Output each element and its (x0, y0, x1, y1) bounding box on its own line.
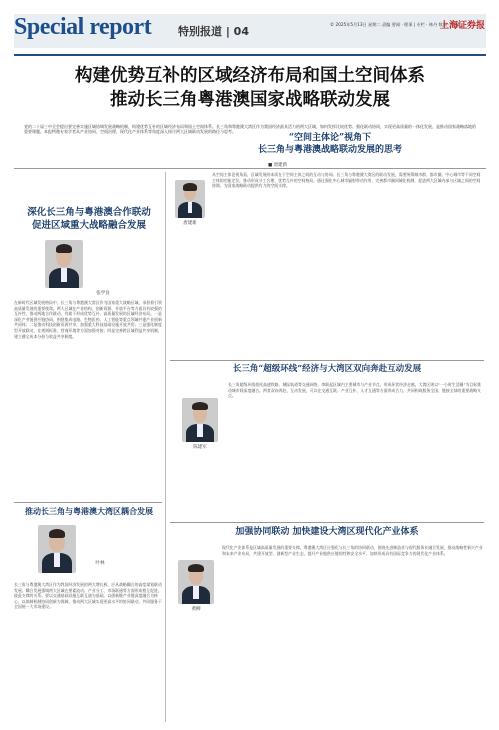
left-title-line-1: 深化长三角与粤港澳合作联动 (27, 207, 151, 218)
right-section-title (230, 132, 430, 156)
masthead-rule (14, 54, 486, 56)
left-body-text-2: 长三角与粤港澳大湾区作为我国经济发展的两大增长极，应从战略耦合的高度谋划联动发展。耦合发展强调两大区域在要素流动、产业分工、市场联通等方面形成相互促进、彼此支撑的关系。要以交通基础设施互联互通为基础，以创新链产业链深度融合为核心，以体制机制协同创新为保障，推动两大区域实现更高水平的协同联动，共同服务于全国统一大市场建设。 (14, 582, 162, 610)
left-section-rule (14, 502, 162, 503)
section-label: 特别报道 | 04 (178, 25, 249, 38)
left-section2-title: 推动长三角与粤港澳大湾区耦合发展 (25, 506, 153, 516)
author-name-5: 黄柳 (191, 607, 201, 612)
right-title-line-2: 长三角与粤港澳战略联动发展的思考 (257, 145, 402, 155)
right-section2-rule (170, 360, 484, 361)
right-section3-title: 加强协同联动 加快建设大湾区现代化产业体系 (235, 527, 419, 537)
right-section3-rule (170, 522, 484, 523)
author-photo-1 (45, 240, 83, 288)
lead-rule (14, 168, 486, 169)
left-section-title (14, 206, 164, 232)
right-section2-title: 长三角“超级环线”经济与大湾区双向奔赴互动发展 (232, 364, 422, 374)
main-headline (14, 64, 486, 112)
lead-paragraph: 党的二十届三中全会提出要完善实施区域协调发展战略机制，构建优势互补的区域经济布局和国土空间体系。长三角和粤港澳大湾区作为我国经济最具活力的两大区域，如何发挥比较优势、强化联动协同，实现更高质量的一体化发展，是推动国家战略落地的重要课题。本报特邀专家学者从产业协同、空间治理、现代化产业体系等角度深入探讨两大区域联动发展的路径与思考。 (24, 124, 476, 135)
newspaper-logo: 上海证券报 (440, 21, 486, 31)
column-divider (165, 172, 166, 722)
author-photo-2 (38, 525, 76, 573)
author-photo-5 (178, 560, 214, 604)
masthead-title: Special report (14, 14, 152, 40)
author-name-4: 陈建军 (193, 445, 207, 450)
right-byline: ■ 唐建新 (268, 163, 288, 168)
left-title-line-2: 促进区域重大战略融合发展 (31, 220, 146, 231)
right-body-text-3: 现代化产业体系是区域高质量发展的重要支撑。粤港澳大湾区应强化与长三角的协同联动，围绕先进制造业与现代服务业融合发展，推动战略性新兴产业和未来产业布局，共建开放型、创新型产业生态，提升产业链供应链韧性和安全水平，加快形成具有国际竞争力的现代化产业体系。 (222, 545, 483, 556)
date-line: © 2025年5月13日 星期二 责编 要闻 · 理事 | 专栏 · 林丹 数据 · 主编 (330, 22, 460, 27)
author-photo-3 (175, 180, 205, 218)
right-body-text-2: 长三角超级环线依托高速铁路、城际轨道等交通网络，串联起区域内主要城市与产业节点，形成环状经济走廊。大湾区则以“一小时生活圈”为目标推动城市间深度融合。两者双向奔赴、互动发展，可以在交通互联、产业互补、人才互通等方面形成合力，共同构筑服务全国、链接全球的重要战略支点。 (228, 382, 482, 399)
masthead (0, 0, 499, 52)
headline-line-1: 构建优势互补的区域经济布局和国土空间体系 (75, 66, 425, 86)
author-name-1: 张学良 (96, 291, 110, 296)
right-title-line-1: “空间主体论”视角下 (288, 133, 372, 143)
author-name-3: 唐建新 (183, 221, 197, 226)
right-body-text-1: 从空间主体论视角看，区域发展的本质在于空间主体之间的互动与协同。长三角与粤港澳大湾区的联动发展，需要统筹城市群、都市圈、中心城市等不同空间主体的功能定位，推动形成分工合理、优势互补的空间格局。通过强化中心城市辐射带动作用，完善都市圈同城化机制，促进两大区域内部与区域之间的空间协调，为国家战略联动提供有力的空间支撑。 (212, 172, 481, 189)
headline-line-2: 推动长三角粤港澳国家战略联动发展 (110, 90, 390, 110)
author-photo-4 (182, 398, 218, 442)
left-body-text-1: 在新时代区域发展格局中，长三角与粤港澳大湾区作为国家重大战略区域，承担着引领高质量发展的重要使命。两大区域在产业结构、创新资源、开放平台等方面具有较强的互补性，推动两地合作联动，有助于形成优势互补、高质量发展的区域经济布局。一是深化产业链供应链协同，围绕集成电路、生物医药、人工智能等重点领域共建产业创新共同体；二是推动科技创新资源共享，加强重大科技基础设施开放共用；三是强化制度型开放联动，在规则标准、营商环境等方面加强对接；四是完善跨区域利益共享机制，建立健全成本分担与收益共享制度。 (14, 300, 162, 339)
author-name-2: 叶林 (95, 561, 105, 566)
